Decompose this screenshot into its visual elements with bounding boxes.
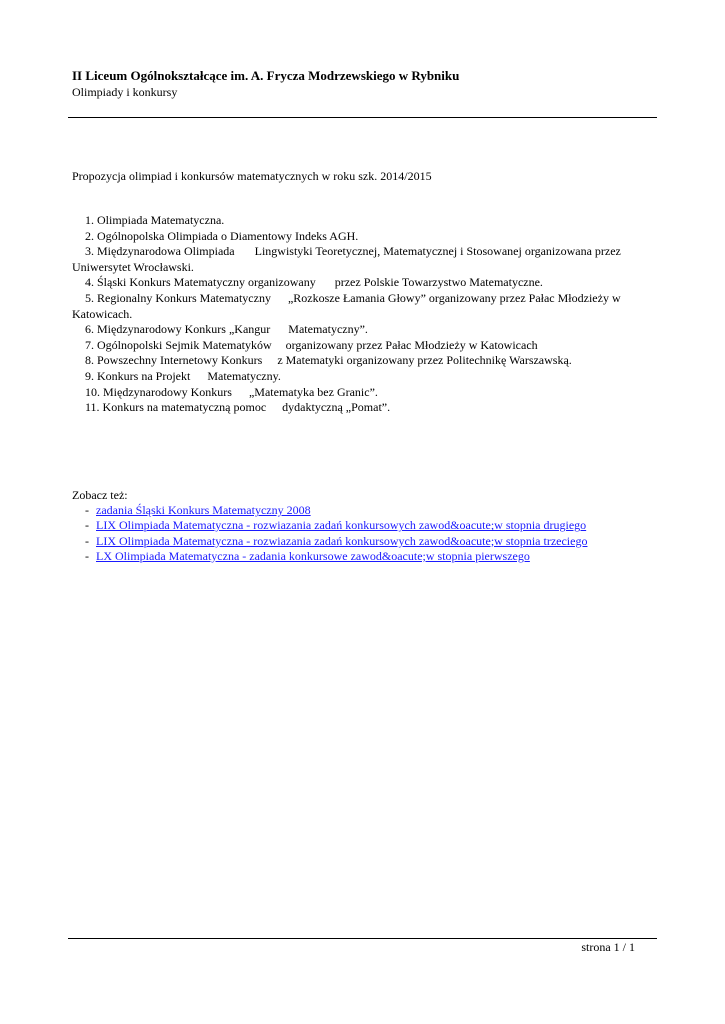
see-also-item — [72, 534, 587, 549]
list-item-text: 1. Olimpiada Matematyczna. — [85, 213, 225, 227]
bullet-dash: - — [85, 548, 89, 563]
list-item — [72, 369, 642, 385]
footer-divider — [68, 938, 657, 939]
list-item-text-continued: Matematyczny. — [207, 368, 281, 383]
bullet-dash: - — [85, 503, 89, 518]
list-item — [72, 244, 642, 275]
list-item-text-continued: Matematyczny”. — [288, 322, 368, 337]
list-item-text: 8. Powszechny Internetowy Konkurs — [85, 353, 263, 368]
page-subtitle: Olimpiady i konkursy — [72, 85, 178, 99]
intro-text: Propozycja olimpiad i konkursów matematycznych w roku szk. 2014/2015 — [72, 169, 432, 183]
list-item-text: 6. Międzynarodowy Konkurs „Kangur — [85, 322, 271, 337]
list-item-text: 4. Śląski Konkurs Matematyczny organizowany — [85, 275, 316, 290]
list-item-text: 10. Międzynarodowy Konkurs — [85, 384, 232, 399]
list-item-text-continued: „Matematyka bez Granic”. — [248, 384, 378, 399]
list-item-text: 3. Międzynarodowa Olimpiada — [85, 244, 235, 259]
see-also-item — [72, 503, 587, 518]
list-item-text-continued: z Matematyki organizowany przez Politechnikę Warszawską. — [277, 353, 572, 368]
list-item-text-continued: dydaktyczną „Pomat”. — [282, 400, 391, 415]
link-lix-olimpiada-stopien-trzeci[interactable]: LIX Olimpiada Matematyczna - rozwiazania zadań konkursowych zawod&oacute;w stopnia trzeciego — [96, 533, 588, 548]
list-item-text-continued: Lingwistyki Teoretycznej, Matematycznej i Stosowanej organizowana przez Uniwersytet Wrocławski. — [72, 244, 621, 274]
list-item — [72, 385, 642, 401]
list-item — [72, 213, 642, 229]
list-item-text: 11. Konkurs na matematyczną pomoc — [85, 400, 267, 415]
list-item-text: 5. Regionalny Konkurs Matematyczny — [85, 290, 271, 305]
list-item — [72, 400, 642, 416]
header-divider — [68, 117, 657, 118]
school-title: II Liceum Ogólnokształcące im. A. Frycza Modrzewskiego w Rybniku — [72, 68, 460, 83]
page-number: strona 1 / 1 — [581, 940, 635, 954]
list-item-text-continued: przez Polskie Towarzystwo Matematyczne. — [334, 275, 543, 290]
list-item — [72, 229, 642, 245]
see-also-section — [72, 488, 587, 564]
bullet-dash: - — [85, 518, 89, 533]
see-also-item — [72, 549, 587, 564]
list-item — [72, 275, 642, 291]
list-item-text: 7. Ogólnopolski Sejmik Matematyków — [85, 337, 272, 352]
list-item-text-continued: „Rozkosze Łamania Głowy” organizowany przez Pałac Młodzieży w Katowicach. — [72, 290, 621, 321]
link-slaski-konkurs-2008[interactable]: zadania Śląski Konkurs Matematyczny 2008 — [96, 503, 311, 518]
see-also-item — [72, 518, 587, 533]
link-lx-olimpiada-stopien-pierwszy[interactable]: LX Olimpiada Matematyczna - zadania konkursowe zawod&oacute;w stopnia pierwszego — [96, 548, 530, 563]
link-lix-olimpiada-stopien-drugi[interactable]: LIX Olimpiada Matematyczna - rozwiazania zadań konkursowych zawod&oacute;w stopnia drugiego — [96, 518, 587, 533]
list-item — [72, 322, 642, 338]
competitions-list — [72, 213, 642, 416]
see-also-label: Zobacz też: — [72, 488, 128, 502]
list-item-text: 2. Ogólnopolska Olimpiada o Diamentowy Indeks AGH. — [85, 228, 359, 243]
list-item-text-continued: organizowany przez Pałac Młodzieży w Katowicach — [285, 337, 538, 352]
list-item — [72, 338, 642, 354]
list-item-text: 9. Konkurs na Projekt — [85, 368, 191, 383]
bullet-dash: - — [85, 533, 89, 548]
list-item — [72, 291, 642, 322]
list-item — [72, 353, 642, 369]
